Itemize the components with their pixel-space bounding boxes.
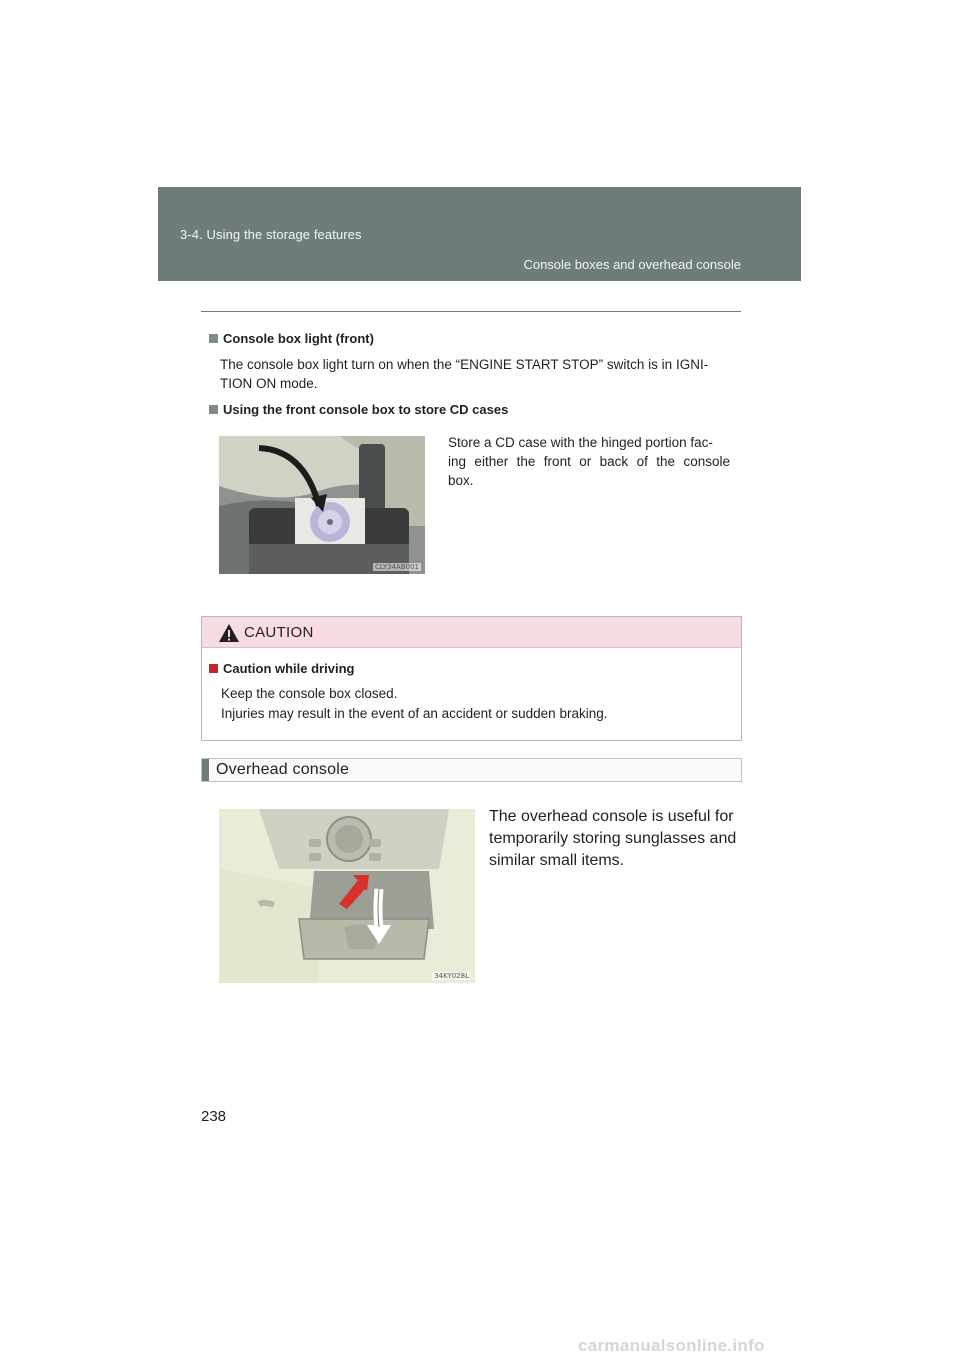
image-code: CLY34AB001 (375, 563, 419, 571)
caution-box (201, 616, 742, 741)
console-light-heading: Console box light (front) (209, 331, 374, 346)
caution-line: Injuries may result in the event of an accident or sudden braking. (221, 706, 608, 721)
footer-watermark: carmanualsonline.info (578, 1336, 765, 1355)
overhead-title: Overhead console (216, 761, 350, 778)
caution-line: Keep the console box closed. (221, 686, 398, 701)
chapter-title: Console boxes and overhead console (523, 257, 741, 272)
caution-band (202, 617, 741, 648)
console-box-illustration (219, 436, 425, 574)
page-number: 238 (201, 1108, 227, 1125)
section-title: 3-4. Using the storage features (180, 227, 362, 242)
divider (201, 311, 741, 312)
cd-cases-heading: Using the front console box to store CD cases (209, 402, 508, 417)
cd-cases-body: Store a CD case with the hinged portion fac- ing either the front or back of the console box. (448, 435, 730, 488)
page-header (158, 187, 801, 281)
caution-title: CAUTION (244, 624, 314, 641)
square-bullet-icon (209, 405, 218, 414)
cd-case-photo (219, 436, 425, 574)
square-bullet-icon (209, 334, 218, 343)
console-light-body: The console box light turn on when the “ENGINE START STOP” switch is in IGNI- TION ON mode. (220, 357, 709, 391)
caution-heading: Caution while driving (209, 661, 354, 676)
overhead-console-photo (219, 809, 475, 983)
overhead-console-illustration (219, 809, 475, 983)
overhead-body: The overhead console is useful for temporarily storing sunglasses and similar small items. (489, 808, 737, 869)
warning-triangle-icon (218, 623, 240, 648)
image-code: 34KY028L (434, 972, 469, 980)
square-bullet-icon (209, 664, 218, 673)
overhead-section-bar (201, 758, 742, 782)
